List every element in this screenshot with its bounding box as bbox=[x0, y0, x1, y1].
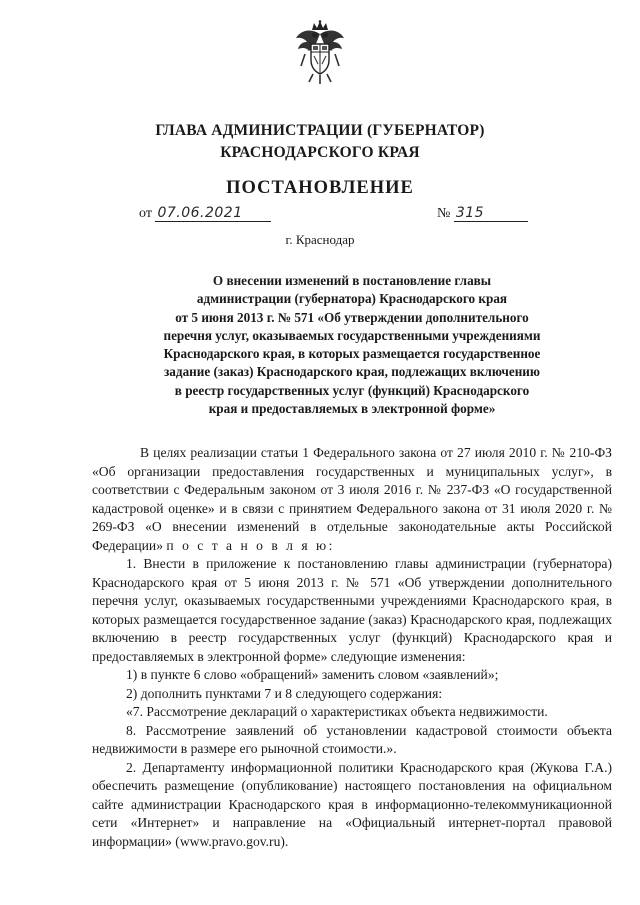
paragraph-2: 2. Департаменту информационной политики Краснодарского края (Жукова Г.А.) обеспечить размещение (опубликование) настоящего постановления на официальном сайте администрации Краснодарского края в информационно-телекоммуникационной сети «Интернет» и направление на «Официальный интернет-портал правовой информации» (www.pravo.gov.ru). bbox=[92, 759, 612, 849]
city: г. Краснодар bbox=[285, 232, 355, 247]
number-prefix: № bbox=[437, 206, 451, 221]
title-line: задание (заказ) Краснодарского края, подлежащих включению bbox=[164, 364, 540, 380]
title-line: перечня услуг, оказываемых государственными учреждениями bbox=[163, 327, 541, 343]
issuer-line-2: КРАСНОДАРСКОГО КРАЯ bbox=[220, 144, 420, 161]
issuer-line-1: ГЛАВА АДМИНИСТРАЦИИ (ГУБЕРНАТОР) bbox=[155, 122, 485, 139]
document-number bbox=[437, 205, 528, 222]
document-type: ПОСТАНОВЛЕНИЕ bbox=[226, 178, 414, 198]
title-line: края и предоставляемых в электронной форме» bbox=[208, 401, 496, 417]
document-date bbox=[139, 205, 271, 222]
title-line: администрации (губернатора) Краснодарского края bbox=[196, 291, 508, 307]
intro-text: В целях реализации статьи 1 Федерального закона от 27 июля 2010 г. № 210-ФЗ «Об организации предоставления государственных и муниципальных услуг», в соответствии с Федеральным законом от 3 июля 2016 г. № 237-ФЗ «О государственной кадастровой оценке» и в связи с принятием Федерального закона от 31 июля 2020 г. № 269-ФЗ «О внесении изменений в отдельные законодательные акты Российской Федерации» bbox=[92, 445, 612, 553]
number-value: 315 bbox=[454, 205, 528, 222]
coat-of-arms-icon bbox=[293, 20, 347, 86]
intro-paragraph bbox=[92, 444, 612, 555]
date-value: 07.06.2021 bbox=[155, 205, 271, 222]
paragraph-1-item-1: 1) в пункте 6 слово «обращений» заменить словом «заявлений»; bbox=[126, 667, 499, 682]
resolve-phrase: п о с т а н о в л я ю: bbox=[166, 537, 335, 553]
paragraph-1-item-4: 8. Рассмотрение заявлений об установлении кадастровой стоимости объекта недвижимости в размере его рыночной стоимости.». bbox=[92, 722, 612, 756]
document-body bbox=[92, 444, 612, 851]
paragraph-1-item-3: «7. Рассмотрение деклараций о характеристиках объекта недвижимости. bbox=[126, 704, 548, 719]
document-title bbox=[122, 272, 582, 418]
paragraph-1-item-2: 2) дополнить пунктами 7 и 8 следующего содержания: bbox=[126, 685, 443, 701]
date-prefix: от bbox=[139, 206, 152, 221]
title-line: О внесении изменений в постановление главы bbox=[212, 273, 492, 288]
title-line: в реестр государственных услуг (функций) Краснодарского bbox=[174, 382, 530, 398]
paragraph-1: 1. Внести в приложение к постановлению главы администрации (губернатора) Краснодарского края от 5 июня 2013 г. № 571 «Об утверждении дополнительного перечня услуг, оказываемых государственными учреждениями Краснодарского края, в которых размещается государственное задание (заказ) Краснодарского края, подлежащих включению в реестр государственных услуг (функций) Краснодарского края и предоставляемых в электронной форме» следующие изменения: bbox=[92, 556, 612, 664]
title-line: Краснодарского края, в которых размещается государственное bbox=[163, 346, 541, 362]
title-line: от 5 июня 2013 г. № 571 «Об утверждении дополнительного bbox=[175, 309, 529, 325]
